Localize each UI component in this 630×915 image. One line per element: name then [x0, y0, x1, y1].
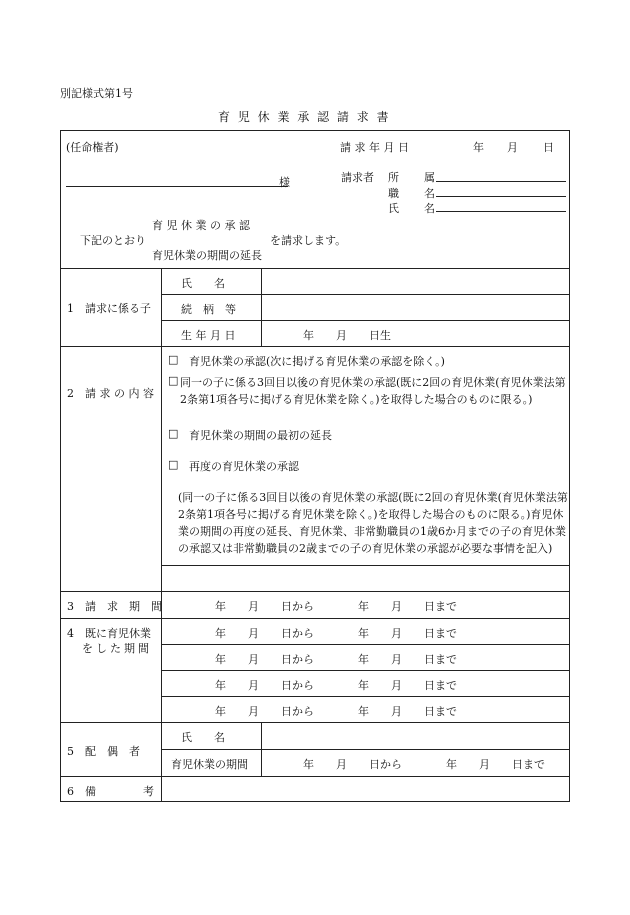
- section4-label-line2: をした期間: [82, 642, 152, 655]
- checkbox-icon[interactable]: □: [168, 374, 179, 387]
- section1-row1-line: [161, 294, 570, 295]
- request-date-label: 請 求 年 月 日: [340, 141, 409, 154]
- section2-note-line: [161, 565, 570, 566]
- checkbox-icon[interactable]: □: [168, 427, 179, 440]
- position-label-a: 職: [388, 187, 399, 200]
- request-period: 年 月 日から 年 月 日まで: [215, 600, 457, 613]
- position-line: [436, 196, 566, 197]
- divider-sec1: [60, 346, 570, 347]
- affiliation-label-b: 属: [424, 171, 435, 184]
- position-label-b: 名: [424, 187, 435, 200]
- spouse-period-label: 育児休業の期間: [171, 758, 248, 771]
- divider-sec4: [60, 722, 570, 723]
- previous-period-3: 年 月 日から 年 月 日まで: [215, 679, 457, 692]
- option-approval: 育 児 休 業 の 承 認: [152, 219, 250, 232]
- content-item-3: 育児休業の期間の最初の延長: [189, 429, 332, 442]
- section1-row2-line: [161, 320, 570, 321]
- content-item-1: 育児休業の承認(次に掲げる育児休業の承認を除く。): [189, 355, 445, 368]
- section2-label: 2 請 求 の 内 容: [67, 387, 154, 400]
- content-item-2: 同一の子に係る3回目以後の育児休業の承認(既に2回の育児休業(育児休業法第2条第1項各号に掲げる育児休業を除く。)を取得した場合のものに限る。): [180, 376, 566, 406]
- affiliation-line: [436, 181, 566, 182]
- intro-right: を請求します。: [270, 234, 347, 247]
- form-number: 別記様式第1号: [60, 87, 133, 100]
- section1-inner-line: [261, 268, 262, 346]
- section4-row-line: [161, 644, 570, 645]
- option-extension: 育児休業の期間の延長: [152, 249, 262, 262]
- date-day: 日: [543, 141, 554, 154]
- section1-label: 1 請求に係る子: [67, 302, 151, 315]
- label-column-line: [161, 268, 162, 802]
- appointer-line: [66, 186, 288, 187]
- section5-row-line: [161, 749, 570, 750]
- section6-label-a: 6 備: [67, 785, 96, 798]
- child-birth-label: 生 年 月 日: [181, 329, 236, 342]
- date-month: 月: [507, 141, 518, 154]
- content-note: (同一の子に係る3回目以後の育児休業の承認(既に2回の育児休業(育児休業法第2条第1項各号に掲げる育児休業を除く。)を取得した場合のものに限る。)育児休業の期間の再度の延長、育児休業、非常勤職員の1歳6か月までの子の育児休業の承認又は非常勤職員の2歳までの子の育児休業の承認が必要な事情を記入): [178, 491, 568, 555]
- page-title: 育 児 休 業 承 認 請 求 書: [218, 110, 391, 124]
- spouse-period-value: 年 月 日から 年 月 日まで: [303, 758, 545, 771]
- previous-period-2: 年 月 日から 年 月 日まで: [215, 653, 457, 666]
- affiliation-label-a: 所: [388, 171, 399, 184]
- section4-row-line: [161, 670, 570, 671]
- section3-label: 3 請 求 期 間: [67, 600, 162, 613]
- spouse-name-label: 氏 名: [181, 731, 225, 744]
- checkbox-icon[interactable]: □: [168, 353, 179, 366]
- date-year: 年: [473, 141, 484, 154]
- sama-label: 様: [279, 176, 290, 189]
- intro-left: 下記のとおり: [80, 234, 146, 247]
- appointer-label: (任命権者): [66, 141, 119, 154]
- name-label-a: 氏: [388, 202, 399, 215]
- section4-label-line1: 4 既に育児休業: [67, 627, 151, 640]
- divider-sec3: [60, 618, 570, 619]
- child-relation-label: 続 柄 等: [181, 303, 236, 316]
- content-item-4: 再度の育児休業の承認: [189, 460, 299, 473]
- form-frame: [60, 130, 570, 802]
- previous-period-1: 年 月 日から 年 月 日まで: [215, 627, 457, 640]
- child-birth-value: 年 月 日生: [303, 329, 391, 342]
- divider-header: [60, 268, 570, 269]
- name-label-b: 名: [424, 202, 435, 215]
- divider-sec5: [60, 776, 570, 777]
- section4-row-line: [161, 696, 570, 697]
- requester-label: 請求者: [341, 171, 374, 184]
- previous-period-4: 年 月 日から 年 月 日まで: [215, 705, 457, 718]
- divider-sec2: [60, 591, 570, 592]
- name-line: [436, 211, 566, 212]
- checkbox-icon[interactable]: □: [168, 458, 179, 471]
- section5-label: 5 配 偶 者: [67, 745, 140, 758]
- child-name-label: 氏 名: [181, 277, 225, 290]
- section6-label-b: 考: [143, 785, 154, 798]
